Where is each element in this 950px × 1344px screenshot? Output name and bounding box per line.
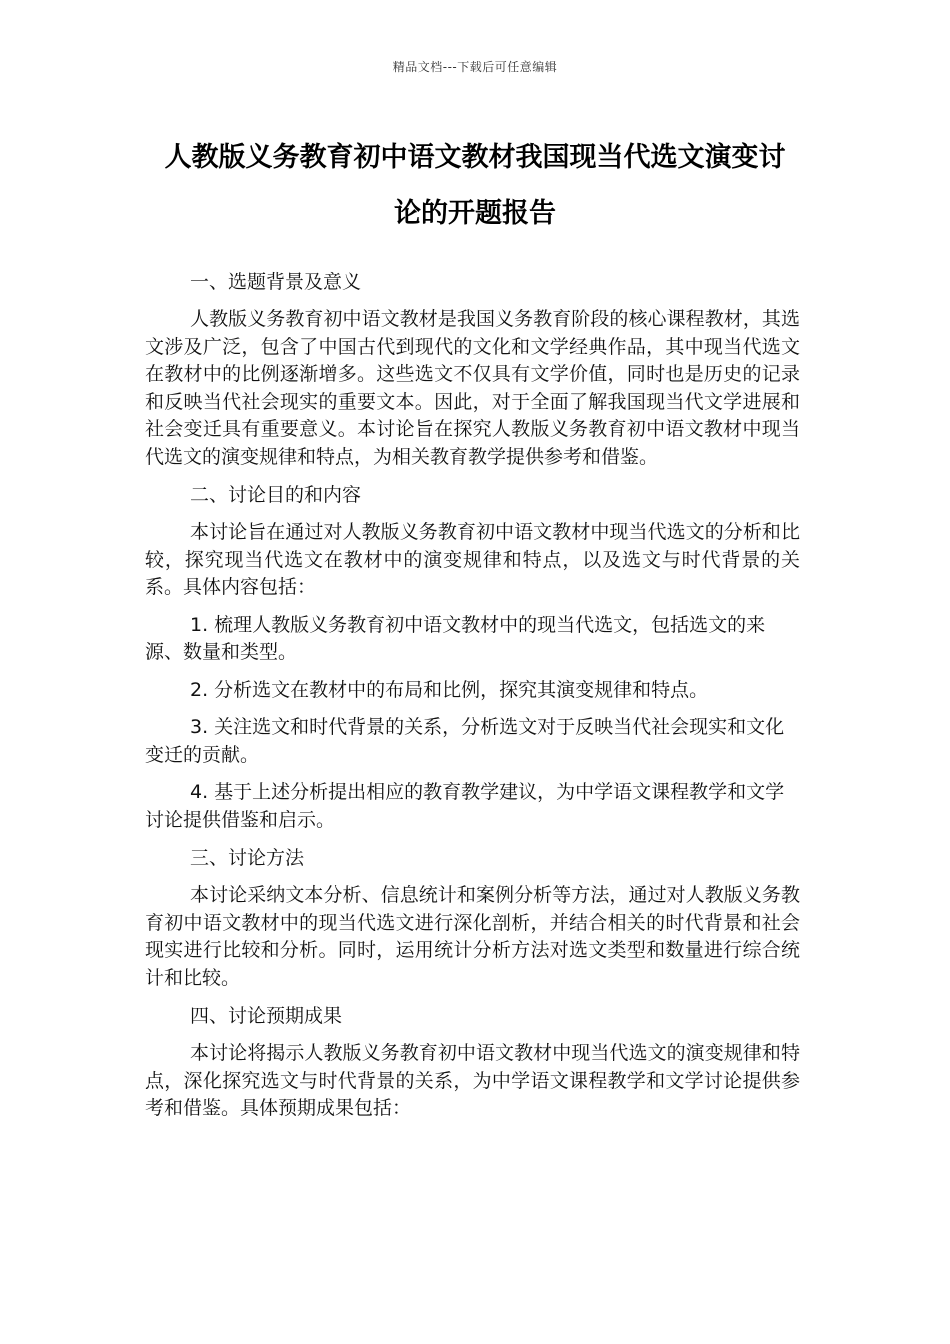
list-item-1: 1. 梳理人教版义务教育初中语文教材中的现当代选文，包括选文的来源、数量和类型。 [145,613,766,663]
paragraph-background: 人教版义务教育初中语文教材是我国义务教育阶段的核心课程教材，其选文涉及广泛，包含了中国古代到现代的文化和文学经典作品，其中现当代选文在教材中的比例逐渐增多。这些选文不仅具有文学价值，同时也是历史的记录和反映当代社会现实的重要文本。因此，对于全面了解我国现当代文学进展和社会变迁具有重要意义。本讨论旨在探究人教版义务教育初中语文教材中现当代选文的演变规律和特点，为相关教育教学提供参考和借鉴。 [145,308,800,468]
title-line-2: 论的开题报告 [394,198,556,229]
title-line-1: 人教版义务教育初中语文教材我国现当代选文演变讨 [164,142,786,173]
document-title [140,130,810,242]
paragraph-purpose: 本讨论旨在通过对人教版义务教育初中语文教材中现当代选文的分析和比较，探究现当代选文在教材中的演变规律和特点，以及选文与时代背景的关系。具体内容包括： [145,521,800,598]
list-item-3: 3. 关注选文和时代背景的关系，分析选文对于反映当代社会现实和文化变迁的贡献。 [145,716,785,766]
section-heading-background: 一、选题背景及意义 [190,271,362,293]
list-item-2: 2. 分析选文在教材中的布局和比例，探究其演变规律和特点。 [190,678,709,701]
section-heading-purpose: 二、讨论目的和内容 [190,484,362,506]
section-heading-outcomes: 四、讨论预期成果 [190,1005,343,1027]
header-note: 精品文档---下载后可任意编辑 [392,60,558,74]
section-heading-method: 三、讨论方法 [190,847,305,869]
paragraph-method: 本讨论采纳文本分析、信息统计和案例分析等方法，通过对人教版义务教育初中语文教材中的现当代选文进行深化剖析，并结合相关的时代背景和社会现实进行比较和分析。同时，运用统计分析方法对选文类型和数量进行综合统计和比较。 [145,884,800,989]
list-item-4: 4. 基于上述分析提出相应的教育教学建议，为中学语文课程教学和文学讨论提供借鉴和启示。 [145,781,785,831]
document-body [145,268,800,1133]
paragraph-outcomes: 本讨论将揭示人教版义务教育初中语文教材中现当代选文的演变规律和特点，深化探究选文与时代背景的关系，为中学语文课程教学和文学讨论提供参考和借鉴。具体预期成果包括： [145,1042,800,1119]
